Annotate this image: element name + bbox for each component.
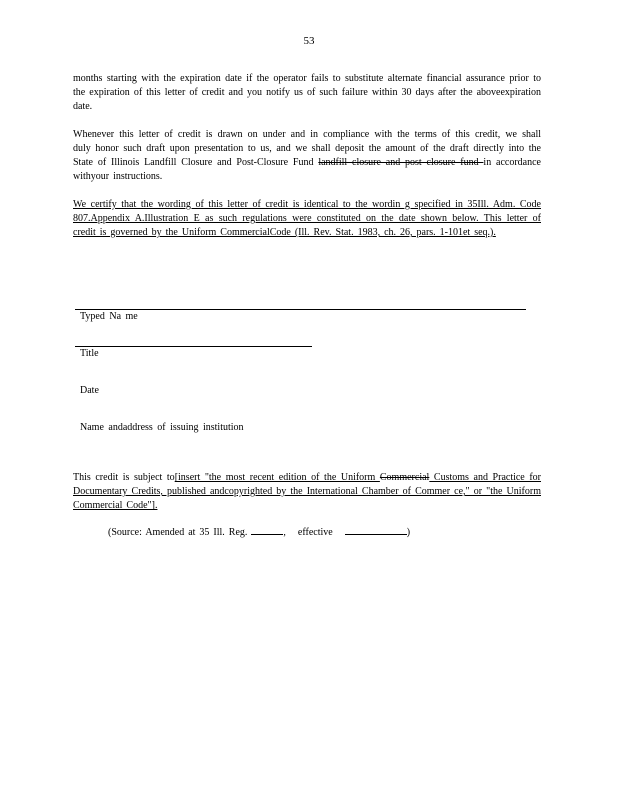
source-comma: , — [283, 527, 286, 538]
insert-clause-rest: Customs and Practice for Documentary Credits, published andcopyrighted by the International Chamber of Commer ce," or "the Uniform Commercial Code"]. — [73, 472, 541, 511]
paragraph-draft-honor — [73, 128, 541, 184]
paragraph-draft-honor-tail: in accordance withyour instructions. — [73, 157, 541, 182]
paragraph-subject-to — [73, 471, 541, 513]
title-label: Title — [80, 348, 99, 359]
title-signature-line — [75, 346, 312, 347]
paragraph-draft-honor-text: Whenever this letter of credit is drawn on under and in compliance with the terms of this credit, we shall duly honor such draft upon presentation to us, and we shall deposit the amount of the draft directly into the State of Illinois Landfill Closure and Post-Closure Fund — [73, 129, 541, 168]
date-label: Date — [80, 385, 99, 396]
typed-name-signature-line — [75, 309, 526, 310]
paragraph-certification: We certify that the wording of this letter of credit is identical to the wordin g specified in 35Ill. Adm. Code 807.Appendix A.Illustration E as such regulations were constituted on the date shown below. This letter of credit is governed by the Uniform CommercialCode (Ill. Rev. Stat. 1983, ch. 26, pars. 1-101et seq.). — [73, 199, 541, 238]
insert-clause-open: [insert "the most recent edition of the Uniform — [174, 472, 380, 483]
source-note — [108, 525, 410, 538]
effective-label: effective — [297, 527, 333, 538]
struck-fund-name: landfill closure and post closure fund — [318, 157, 484, 168]
subject-to-lead: This credit is subject to — [73, 472, 175, 483]
source-lead: (Source: Amended at 35 Ill. Reg. — [108, 527, 248, 538]
page-number: 53 — [303, 35, 315, 47]
typed-name-label: Typed Na me — [80, 311, 138, 322]
struck-commercial: Commercial — [379, 472, 430, 483]
source-close: ) — [406, 527, 411, 538]
issuing-institution-label: Name andaddress of issuing institution — [80, 422, 244, 433]
paragraph-expiration: months starting with the expiration date if the operator fails to substitute alternate financial assurance prior to the expiration of this letter of credit and you notify us of such failure within 30 days after the aboveexpiration date. — [73, 73, 541, 112]
register-page-blank — [251, 525, 283, 535]
effective-date-blank — [345, 525, 407, 535]
